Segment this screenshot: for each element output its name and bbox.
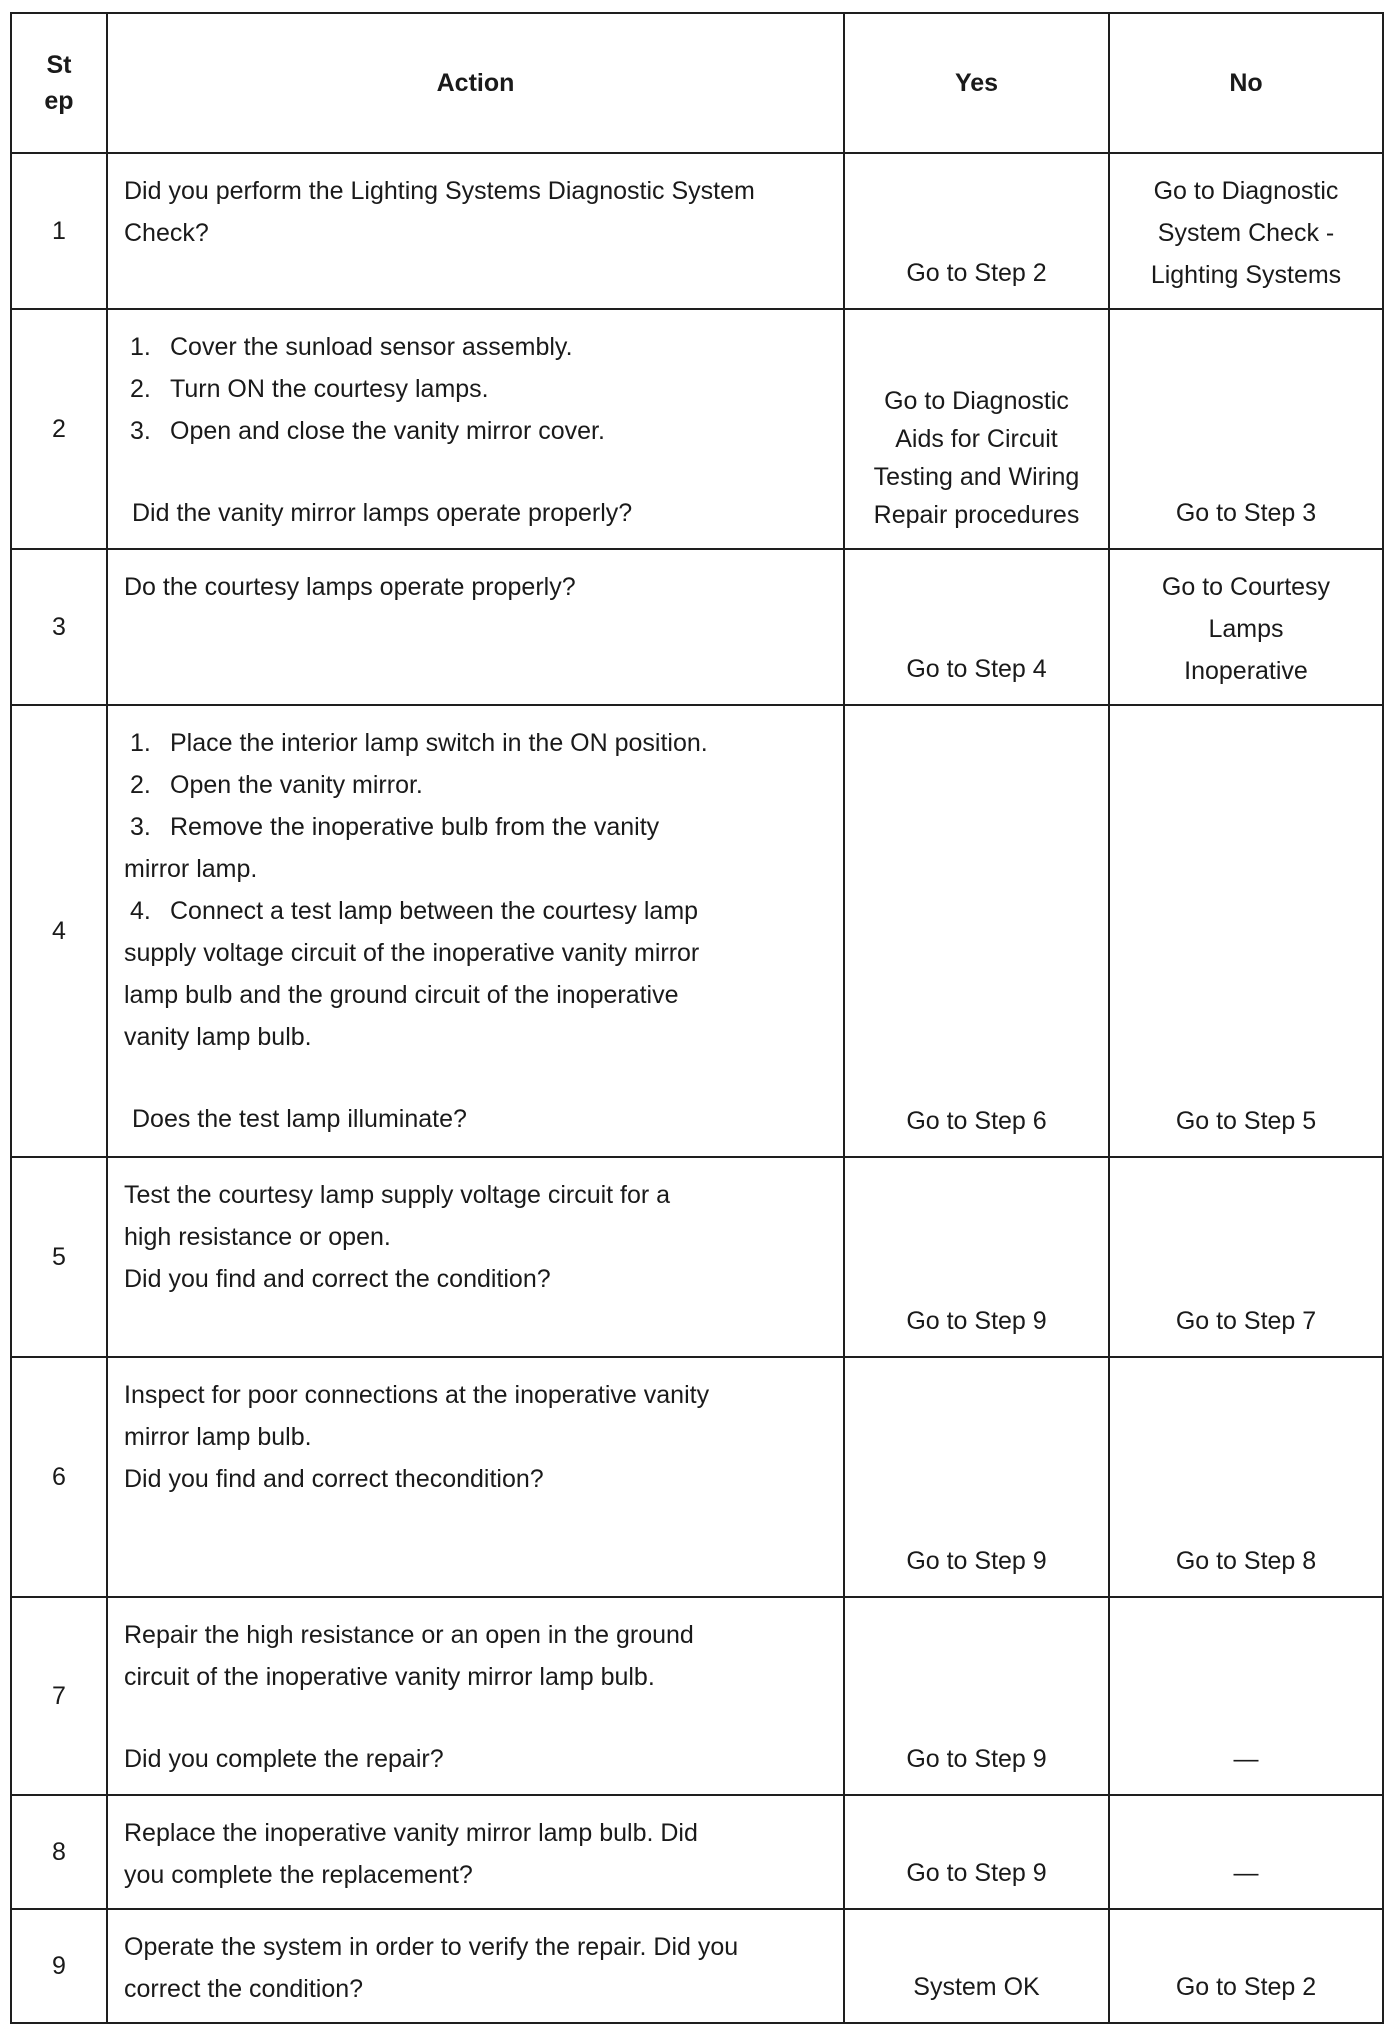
no-cell <box>1109 1795 1383 1909</box>
list-item: 3. Open and close the vanity mirror cover. <box>130 417 605 445</box>
action-steps-list <box>124 326 827 452</box>
yes-cell <box>844 309 1109 549</box>
yes-cell: System OK <box>844 1909 1109 2023</box>
yes-cell: Go to Step 9 <box>844 1597 1109 1795</box>
action-cell <box>107 1909 844 2023</box>
header-action: Action <box>107 13 844 153</box>
action-cell <box>107 549 844 705</box>
no-cell: Go to Step 7 <box>1109 1157 1383 1357</box>
table-row <box>11 1157 1383 1357</box>
table-row <box>11 1357 1383 1597</box>
table-row <box>11 549 1383 705</box>
table-row <box>11 1597 1383 1795</box>
yes-text: Go to Diagnostic Aids for Circuit Testing and Wiring Repair procedures <box>873 387 1080 529</box>
dash-text: — <box>1233 1745 1259 1773</box>
list-item: 1. Cover the sunload sensor assembly. <box>130 333 573 361</box>
yes-cell: Go to Step 4 <box>844 549 1109 705</box>
header-yes: Yes <box>844 13 1109 153</box>
step-number: 5 <box>11 1157 107 1357</box>
no-text: Go to Diagnostic System Check - Lighting Systems <box>1150 177 1342 289</box>
list-item: 3. Remove the inoperative bulb from the vanity mirror lamp. <box>124 813 660 883</box>
step-number: 9 <box>11 1909 107 2023</box>
step-number: 4 <box>11 705 107 1157</box>
action-question: Did you find and correct thecondition? <box>124 1465 544 1493</box>
action-text: Replace the inoperative vanity mirror lamp bulb. Did you complete the replacement? <box>124 1819 698 1889</box>
yes-cell: Go to Step 9 <box>844 1357 1109 1597</box>
action-question: Did the vanity mirror lamps operate properly? <box>132 499 633 527</box>
step-number: 7 <box>11 1597 107 1795</box>
no-text: Go to Courtesy Lamps Inoperative <box>1161 573 1331 685</box>
table-row <box>11 309 1383 549</box>
no-cell <box>1109 1597 1383 1795</box>
action-cell <box>107 1597 844 1795</box>
action-question: Did you complete the repair? <box>124 1745 444 1773</box>
step-number: 6 <box>11 1357 107 1597</box>
no-cell: Go to Step 8 <box>1109 1357 1383 1597</box>
list-item: 1. Place the interior lamp switch in the ON position. <box>130 729 708 757</box>
no-cell <box>1109 549 1383 705</box>
action-question: Does the test lamp illuminate? <box>132 1105 467 1133</box>
dash-text: — <box>1233 1859 1259 1887</box>
no-cell: Go to Step 2 <box>1109 1909 1383 2023</box>
action-cell <box>107 309 844 549</box>
table-row <box>11 705 1383 1157</box>
header-no: No <box>1109 13 1383 153</box>
table-row <box>11 1795 1383 1909</box>
yes-cell: Go to Step 9 <box>844 1157 1109 1357</box>
no-cell <box>1109 153 1383 309</box>
action-text: Operate the system in order to verify the repair. Did you correct the condition? <box>124 1933 739 2003</box>
step-number: 1 <box>11 153 107 309</box>
step-number: 8 <box>11 1795 107 1909</box>
list-item: 4. Connect a test lamp between the courtesy lamp supply voltage circuit of the inoperative vanity mirror lamp bulb and the ground circuit of the inoperative vanity lamp bulb. <box>124 897 700 1051</box>
action-text: Test the courtesy lamp supply voltage circuit for a high resistance or open. <box>124 1181 671 1251</box>
table-row <box>11 153 1383 309</box>
action-question: Did you find and correct the condition? <box>124 1265 551 1293</box>
action-cell <box>107 153 844 309</box>
yes-cell: Go to Step 6 <box>844 705 1109 1157</box>
action-cell <box>107 1157 844 1357</box>
action-text: Repair the high resistance or an open in the ground circuit of the inoperative vanity mirror lamp bulb. <box>124 1621 694 1691</box>
action-text: Did you perform the Lighting Systems Diagnostic System Check? <box>124 177 755 247</box>
table-row <box>11 1909 1383 2023</box>
action-cell <box>107 1357 844 1597</box>
step-number: 3 <box>11 549 107 705</box>
no-cell: Go to Step 5 <box>1109 705 1383 1157</box>
yes-cell: Go to Step 2 <box>844 153 1109 309</box>
action-cell <box>107 1795 844 1909</box>
yes-cell: Go to Step 9 <box>844 1795 1109 1909</box>
table-header-row <box>11 13 1383 153</box>
no-cell: Go to Step 3 <box>1109 309 1383 549</box>
list-item: 2. Turn ON the courtesy lamps. <box>130 375 489 403</box>
action-text: Inspect for poor connections at the inoperative vanity mirror lamp bulb. <box>124 1381 710 1451</box>
list-item: 2. Open the vanity mirror. <box>130 771 423 799</box>
diagnostic-table <box>10 12 1384 2024</box>
step-number: 2 <box>11 309 107 549</box>
action-text: Do the courtesy lamps operate properly? <box>124 573 576 601</box>
action-cell <box>107 705 844 1157</box>
header-step: St ep <box>11 13 107 153</box>
